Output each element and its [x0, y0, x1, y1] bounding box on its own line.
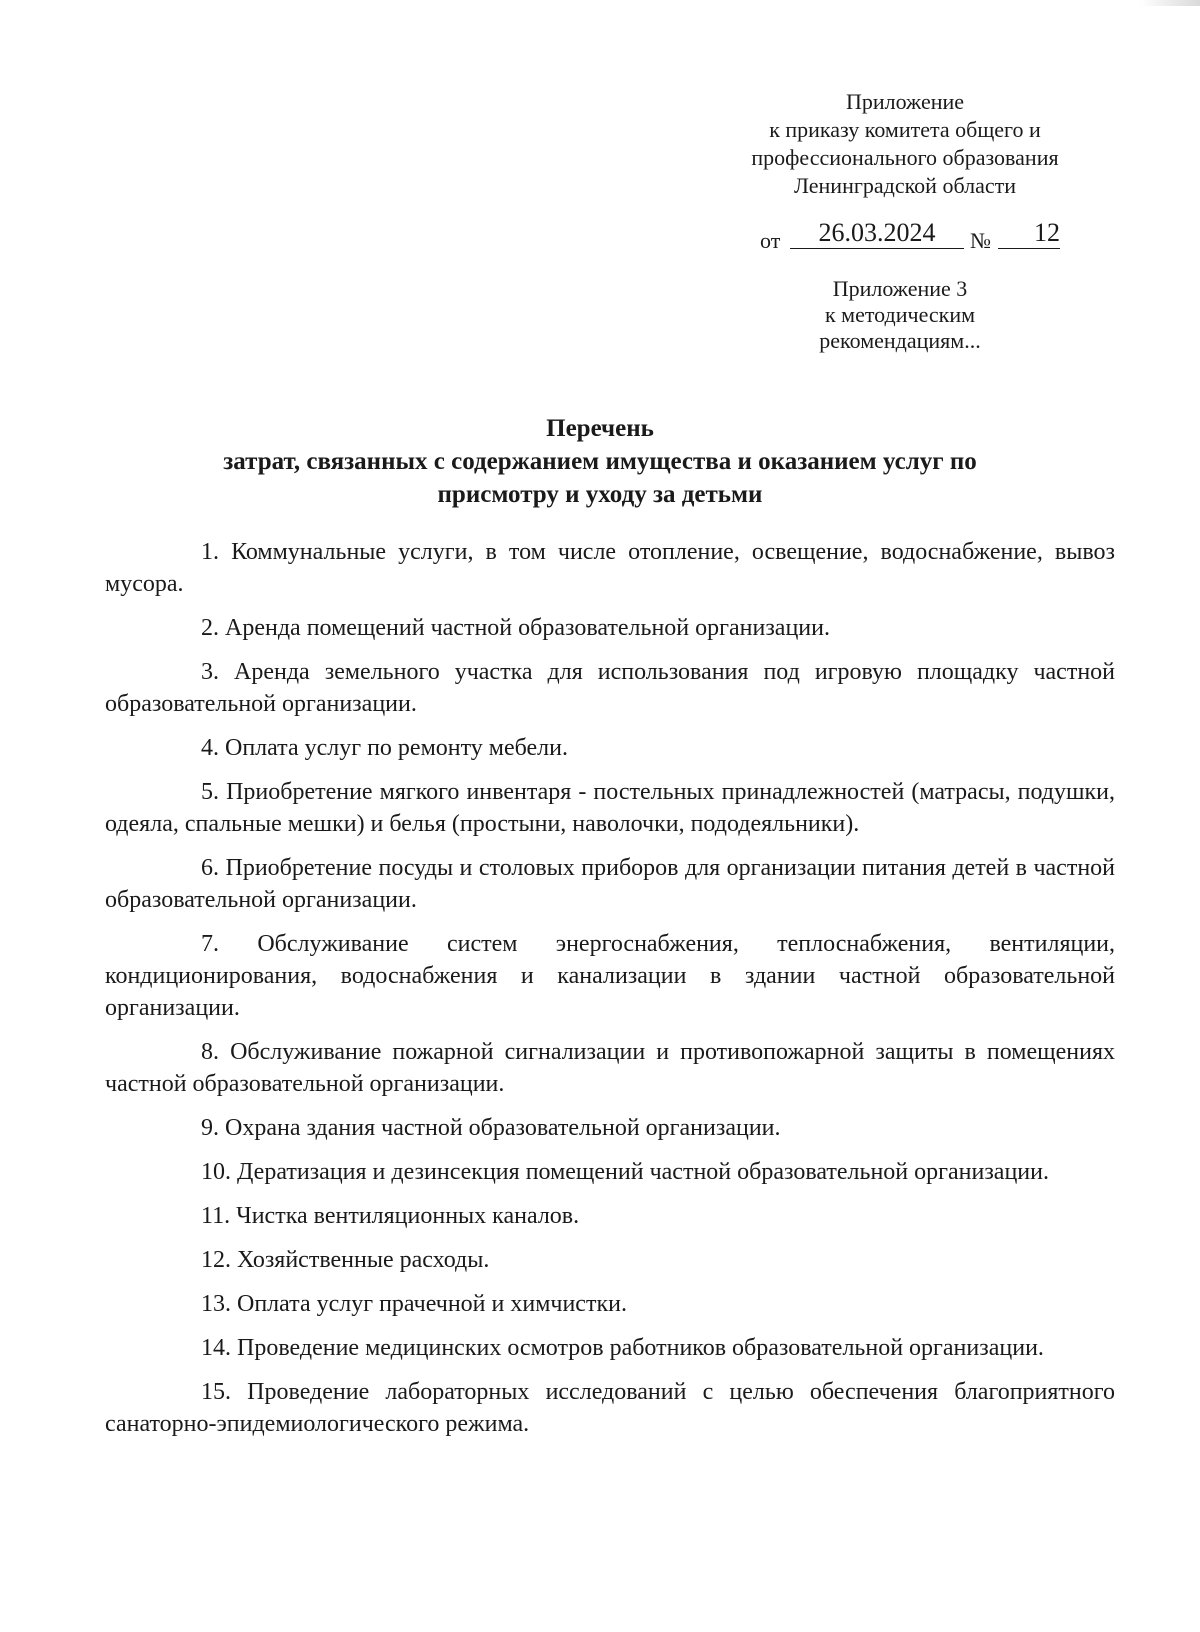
list-item [105, 1244, 1115, 1276]
item-number: 6. [201, 855, 219, 881]
list-item [105, 656, 1115, 720]
list-item [105, 852, 1115, 916]
item-number: 12. [201, 1247, 231, 1273]
item-text: Оплата услуг по ремонту мебели. [225, 735, 568, 761]
appendix-line: к методическим [824, 302, 976, 327]
item-number: 1. [201, 539, 219, 565]
order-prefix: от [760, 228, 781, 253]
list-item [105, 928, 1115, 1024]
title-line: затрат, связанных с содержанием имущества и оказанием услуг по [223, 448, 977, 475]
item-number: 3. [201, 659, 219, 685]
item-text: Оплата услуг прачечной и химчистки. [237, 1291, 627, 1317]
item-number: 8. [201, 1039, 219, 1065]
item-text: Приобретение посуды и столовых приборов для организации питания детей в частной образовательной организации. [105, 855, 1116, 913]
item-text: Обслуживание систем энергоснабжения, теплоснабжения, вентиляции, кондиционирования, водоснабжения и канализации в здании частной образовательной организации. [105, 931, 1116, 1021]
document-title [100, 412, 1100, 511]
appendix-line: Приложение 3 [832, 276, 968, 301]
item-text: Хозяйственные расходы. [237, 1247, 490, 1273]
order-date: 26.03.2024 [790, 218, 964, 249]
item-number: 14. [201, 1335, 231, 1361]
list-item [105, 1112, 1115, 1144]
list-item [105, 1288, 1115, 1320]
order-number: 12 [998, 218, 1060, 249]
item-text: Охрана здания частной образовательной организации. [225, 1115, 781, 1141]
list-item [105, 1332, 1115, 1364]
item-text: Проведение лабораторных исследований с целью обеспечения благоприятного санаторно-эпидемиологического режима. [105, 1379, 1116, 1437]
item-number: 4. [201, 735, 219, 761]
appendix-line: рекомендациям... [819, 328, 981, 353]
header-line: профессионального образования [751, 145, 1059, 170]
list-item [105, 1156, 1115, 1188]
item-text: Дератизация и дезинсекция помещений частной образовательной организации. [237, 1159, 1049, 1185]
item-text: Обслуживание пожарной сигнализации и противопожарной защиты в помещениях частной образовательной организации. [105, 1039, 1116, 1097]
title-line: присмотру и уходу за детьми [437, 481, 763, 508]
number-sign: № [970, 228, 991, 253]
item-number: 2. [201, 615, 219, 641]
list-item [105, 536, 1115, 600]
item-number: 13. [201, 1291, 231, 1317]
item-number: 5. [201, 779, 219, 805]
item-number: 11. [201, 1203, 231, 1229]
order-header [690, 88, 1120, 200]
item-text: Приобретение мягкого инвентаря - постельных принадлежностей (матрасы, подушки, одеяла, спальные мешки) и белья (простыни, наволочки, пододеяльники). [105, 779, 1116, 837]
list-item [105, 732, 1115, 764]
header-line: Приложение [845, 89, 965, 114]
order-date-number [760, 218, 1090, 252]
expense-list [105, 536, 1115, 1452]
title-line: Перечень [546, 415, 654, 442]
list-item [105, 1376, 1115, 1440]
item-text: Аренда помещений частной образовательной организации. [225, 615, 830, 641]
item-number: 10. [201, 1159, 231, 1185]
item-text: Аренда земельного участка для использования под игровую площадку частной образовательной организации. [105, 659, 1116, 717]
item-text: Чистка вентиляционных каналов. [236, 1203, 580, 1229]
header-line: Ленинградской области [794, 173, 1016, 198]
list-item [105, 1036, 1115, 1100]
appendix-note [790, 276, 1010, 354]
item-number: 15. [201, 1379, 231, 1405]
item-text: Коммунальные услуги, в том числе отопление, освещение, водоснабжение, вывоз мусора. [105, 539, 1116, 597]
list-item [105, 1200, 1115, 1232]
item-text: Проведение медицинских осмотров работников образовательной организации. [237, 1335, 1044, 1361]
scan-artifact [1140, 0, 1200, 6]
item-number: 9. [201, 1115, 219, 1141]
item-number: 7. [201, 931, 219, 957]
list-item [105, 612, 1115, 644]
list-item [105, 776, 1115, 840]
header-line: к приказу комитета общего и [769, 117, 1041, 142]
